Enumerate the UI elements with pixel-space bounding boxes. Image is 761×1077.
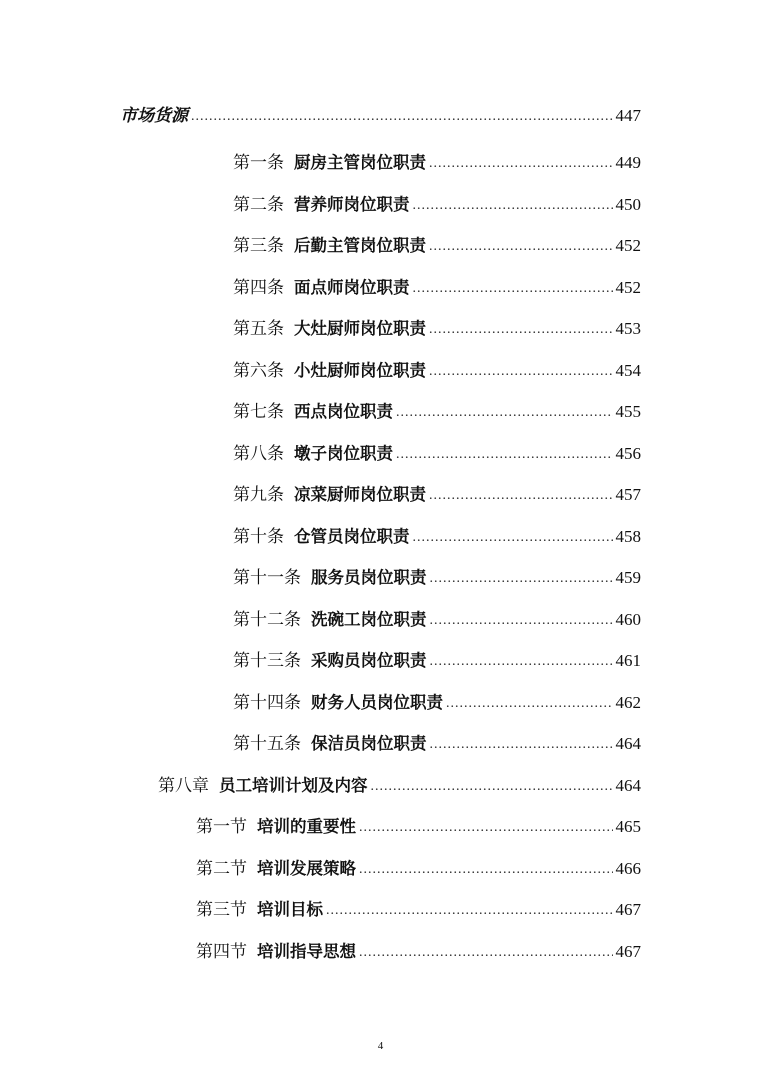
toc-entry-article[interactable] — [233, 317, 641, 341]
toc-entry-article[interactable] — [233, 151, 641, 175]
toc-entry-number: 第十五条 — [233, 734, 301, 754]
toc-entry-number: 第四节 — [196, 942, 247, 962]
toc-dot-leader — [359, 858, 613, 882]
toc-entry-number: 第一条 — [233, 153, 284, 173]
toc-entry-title: 大灶厨师岗位职责 — [294, 319, 426, 338]
toc-entry-page: 464 — [615, 734, 641, 753]
toc-entry-title: 员工培训计划及内容 — [219, 776, 368, 795]
toc-dot-leader — [191, 105, 613, 129]
toc-entry-page: 466 — [615, 859, 641, 878]
toc-entry-article[interactable] — [233, 442, 641, 466]
toc-entry-title: 仓管员岗位职责 — [294, 527, 410, 546]
toc-entry-title: 服务员岗位职责 — [311, 568, 427, 587]
toc-entry-page: 458 — [615, 527, 641, 546]
toc-entry-page: 450 — [615, 195, 641, 214]
toc-entry-page: 457 — [615, 485, 641, 504]
toc-entry-page: 465 — [615, 817, 641, 836]
toc-entry-title: 凉菜厨师岗位职责 — [294, 485, 426, 504]
toc-dot-leader — [359, 816, 613, 840]
toc-dot-leader — [429, 152, 613, 176]
toc-dot-leader — [396, 443, 613, 467]
toc-entry-page: 449 — [615, 153, 641, 172]
toc-dot-leader — [413, 526, 613, 550]
toc-dot-leader — [429, 318, 613, 342]
toc-entry-article[interactable] — [233, 566, 641, 590]
toc-entry-article[interactable] — [233, 234, 641, 258]
toc-entry-page: 460 — [615, 610, 641, 629]
toc-entry-page: 454 — [615, 361, 641, 380]
toc-dot-leader — [430, 609, 613, 633]
toc-entry-number: 第三条 — [233, 236, 284, 256]
toc-entry-number: 第五条 — [233, 319, 284, 339]
toc-entry-article[interactable] — [233, 276, 641, 300]
toc-entry-title: 培训发展策略 — [257, 859, 356, 878]
toc-entry-article[interactable] — [233, 691, 641, 715]
toc-entry-subsection[interactable] — [196, 940, 641, 964]
toc-entry-subsection[interactable] — [196, 898, 641, 922]
toc-entry-page: 467 — [615, 942, 641, 961]
toc-entry-page: 455 — [615, 402, 641, 421]
toc-entry-title: 洗碗工岗位职责 — [311, 610, 427, 629]
toc-entry-number: 第十二条 — [233, 610, 301, 630]
toc-entry-page: 461 — [615, 651, 641, 670]
toc-entry-title: 墩子岗位职责 — [294, 444, 393, 463]
toc-entry-number: 第二条 — [233, 195, 284, 215]
toc-entry-article[interactable] — [233, 732, 641, 756]
toc-entry-number: 第八条 — [233, 444, 284, 464]
toc-entry-number: 第一节 — [196, 817, 247, 837]
toc-dot-leader — [371, 775, 613, 799]
toc-entry-page: 453 — [615, 319, 641, 338]
toc-dot-leader — [430, 733, 613, 757]
toc-entry-article[interactable] — [233, 525, 641, 549]
toc-entry-number: 第三节 — [196, 900, 247, 920]
toc-entry-title: 培训指导思想 — [257, 942, 356, 961]
toc-entry-article[interactable] — [233, 359, 641, 383]
toc-entry-title: 营养师岗位职责 — [294, 195, 410, 214]
toc-entry-page: 467 — [615, 900, 641, 919]
toc-dot-leader — [446, 692, 613, 716]
toc-dot-leader — [429, 484, 613, 508]
toc-entry-page: 456 — [615, 444, 641, 463]
toc-entry-article[interactable] — [233, 608, 641, 632]
toc-entry-number: 第四条 — [233, 278, 284, 298]
toc-entry-article[interactable] — [233, 649, 641, 673]
toc-entry-number: 第十三条 — [233, 651, 301, 671]
toc-dot-leader — [430, 650, 613, 674]
page-footer-number: 4 — [377, 1040, 384, 1052]
toc-entry-page: 459 — [615, 568, 641, 587]
toc-dot-leader — [429, 360, 613, 384]
toc-entry-title: 培训的重要性 — [257, 817, 356, 836]
toc-entry-section[interactable] — [120, 104, 641, 128]
toc-entry-page: 462 — [615, 693, 641, 712]
toc-entry-number: 第八章 — [158, 776, 209, 796]
toc-entry-title: 培训目标 — [257, 900, 323, 919]
toc-dot-leader — [396, 401, 613, 425]
toc-entry-title: 后勤主管岗位职责 — [294, 236, 426, 255]
toc-entry-article[interactable] — [233, 400, 641, 424]
toc-entry-title: 面点师岗位职责 — [294, 278, 410, 297]
toc-entry-number: 第九条 — [233, 485, 284, 505]
toc-entry-number: 第十四条 — [233, 693, 301, 713]
toc-entry-title: 财务人员岗位职责 — [311, 693, 443, 712]
toc-dot-leader — [326, 899, 613, 923]
toc-entry-title: 市场货源 — [120, 106, 188, 126]
toc-entry-number: 第十条 — [233, 527, 284, 547]
toc-entry-title: 小灶厨师岗位职责 — [294, 361, 426, 380]
toc-entry-subsection[interactable] — [196, 857, 641, 881]
toc-dot-leader — [413, 194, 613, 218]
toc-dot-leader — [429, 235, 613, 259]
toc-dot-leader — [359, 941, 613, 965]
toc-entry-title: 西点岗位职责 — [294, 402, 393, 421]
toc-entry-number: 第二节 — [196, 859, 247, 879]
toc-entry-article[interactable] — [233, 483, 641, 507]
toc-entry-article[interactable] — [233, 193, 641, 217]
toc-entry-number: 第六条 — [233, 361, 284, 381]
toc-entry-title: 厨房主管岗位职责 — [294, 153, 426, 172]
toc-entry-page: 452 — [615, 278, 641, 297]
toc-entry-page: 447 — [615, 106, 641, 125]
toc-entry-number: 第十一条 — [233, 568, 301, 588]
toc-dot-leader — [413, 277, 613, 301]
toc-entry-page: 452 — [615, 236, 641, 255]
toc-entry-subsection[interactable] — [196, 815, 641, 839]
toc-entry-number: 第七条 — [233, 402, 284, 422]
toc-dot-leader — [430, 567, 613, 591]
toc-entry-page: 464 — [615, 776, 641, 795]
toc-entry-title: 保洁员岗位职责 — [311, 734, 427, 753]
toc-entry-chapter[interactable] — [158, 774, 641, 798]
toc-entry-title: 采购员岗位职责 — [311, 651, 427, 670]
